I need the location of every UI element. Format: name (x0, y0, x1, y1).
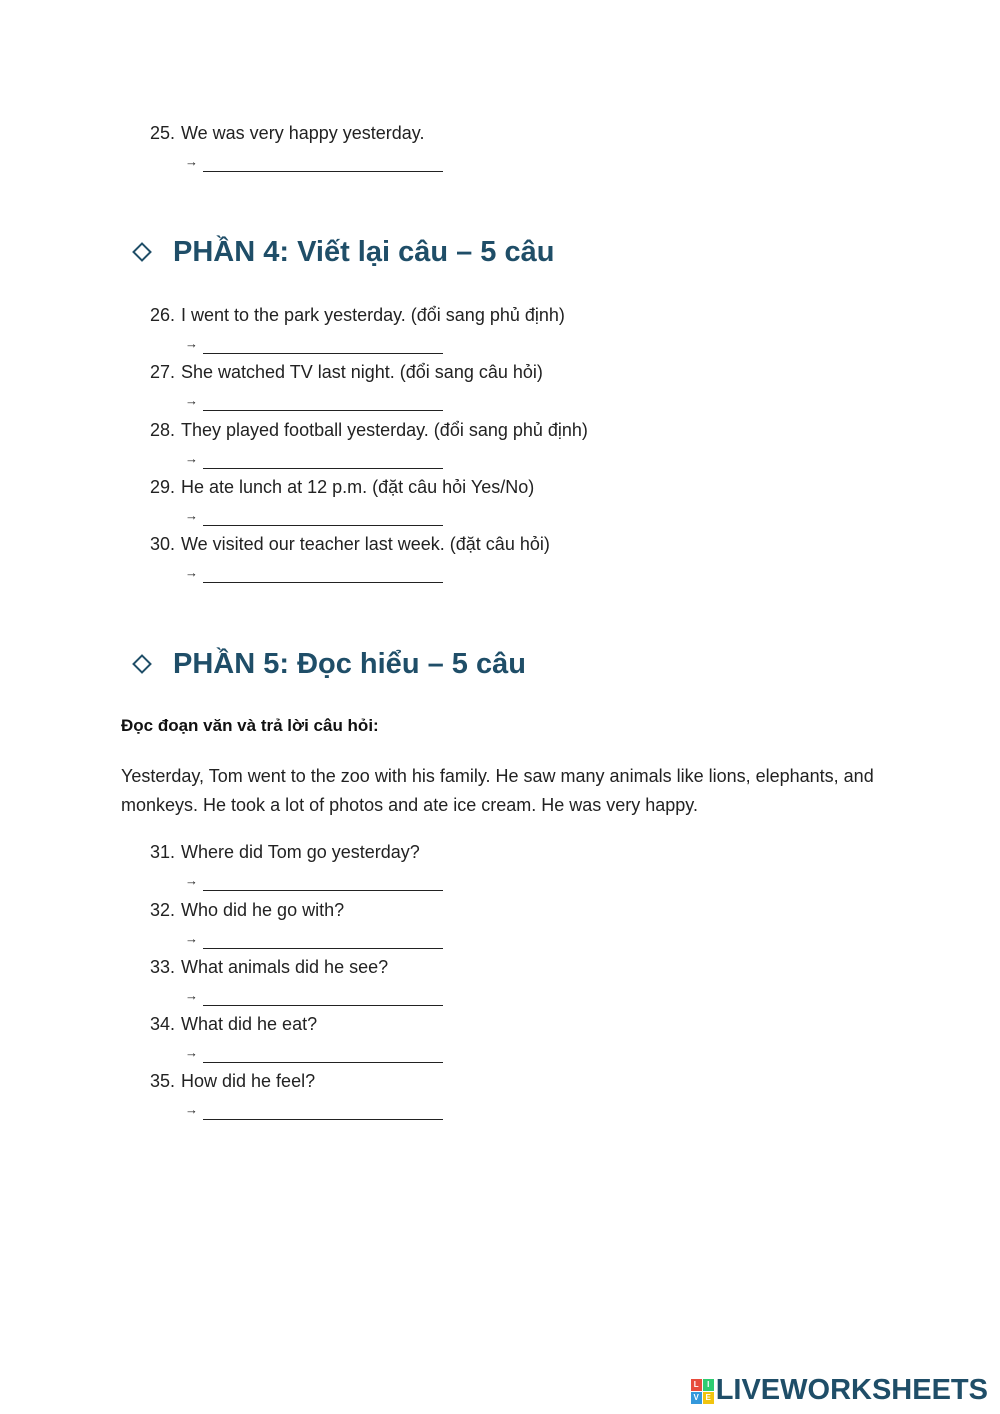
answer-underline (203, 353, 443, 354)
answer-input-29[interactable] (203, 506, 443, 525)
question-text: She watched TV last night. (đổi sang câu hỏi) (181, 362, 543, 382)
answer-underline (203, 171, 443, 172)
question-text: How did he feel? (181, 1071, 316, 1091)
question-35 (150, 1070, 315, 1092)
arrow-icon: → (185, 988, 198, 1003)
question-27 (150, 361, 543, 383)
logo-tile: E (703, 1392, 714, 1404)
answer-line-35 (185, 1100, 445, 1122)
question-25 (150, 122, 424, 144)
answer-input-33[interactable] (203, 986, 443, 1005)
arrow-icon: → (185, 565, 198, 580)
question-text: I went to the park yesterday. (đổi sang phủ định) (181, 305, 565, 325)
arrow-icon: → (185, 393, 198, 408)
question-30 (150, 533, 550, 555)
logo-tile: V (691, 1392, 702, 1404)
answer-input-32[interactable] (203, 929, 443, 948)
question-number: 34. (150, 1014, 176, 1034)
logo-tile: L (691, 1379, 702, 1391)
answer-underline (203, 525, 443, 526)
answer-input-34[interactable] (203, 1043, 443, 1062)
brand-name: LIVEWORKSHEETS (715, 1374, 988, 1406)
question-32 (150, 899, 344, 921)
answer-underline (203, 468, 443, 469)
question-number: 35. (150, 1071, 176, 1091)
answer-input-25[interactable] (203, 152, 443, 171)
question-number: 32. (150, 900, 176, 920)
arrow-icon: → (185, 873, 198, 888)
arrow-icon: → (185, 931, 198, 946)
answer-underline (203, 1119, 443, 1120)
section-title: PHẦN 4: Viết lại câu – 5 câu (173, 235, 555, 268)
answer-line-27 (185, 391, 445, 413)
reading-instruction: Đọc đoạn văn và trả lời câu hỏi: (121, 716, 379, 735)
question-34 (150, 1013, 317, 1035)
liveworksheets-brand (691, 1374, 988, 1407)
answer-input-26[interactable] (203, 334, 443, 353)
answer-line-33 (185, 986, 445, 1008)
answer-input-30[interactable] (203, 563, 443, 582)
section-5-heading (132, 644, 526, 684)
question-28 (150, 419, 588, 441)
section-4-heading (132, 232, 554, 272)
answer-underline (203, 948, 443, 949)
question-number: 31. (150, 842, 176, 862)
arrow-icon: → (185, 1045, 198, 1060)
answer-line-25 (185, 152, 445, 174)
question-31 (150, 841, 420, 863)
question-number: 33. (150, 957, 176, 977)
answer-input-31[interactable] (203, 871, 443, 890)
answer-line-28 (185, 449, 445, 471)
arrow-icon: → (185, 451, 198, 466)
arrow-icon: → (185, 508, 198, 523)
answer-line-29 (185, 506, 445, 528)
answer-line-32 (185, 929, 445, 951)
question-text: We visited our teacher last week. (đặt câu hỏi) (181, 534, 550, 554)
question-text: He ate lunch at 12 p.m. (đặt câu hỏi Yes/No) (181, 477, 535, 497)
question-number: 30. (150, 534, 176, 554)
logo-tile: I (703, 1379, 714, 1391)
question-text: What animals did he see? (181, 957, 389, 977)
answer-input-28[interactable] (203, 449, 443, 468)
question-text: What did he eat? (181, 1014, 318, 1034)
section-title: PHẦN 5: Đọc hiểu – 5 câu (173, 647, 526, 680)
question-29 (150, 476, 534, 498)
question-number: 25. (150, 123, 176, 143)
answer-underline (203, 410, 443, 411)
answer-underline (203, 1062, 443, 1063)
question-number: 26. (150, 305, 176, 325)
answer-line-30 (185, 563, 445, 585)
question-text: We was very happy yesterday. (181, 123, 425, 143)
answer-underline (203, 890, 443, 891)
answer-line-26 (185, 334, 445, 356)
reading-passage: Yesterday, Tom went to the zoo with his family. He saw many animals like lions, elephants, and monkeys. He took a lot of photos and ate ice cream. He was very happy. (121, 766, 874, 815)
answer-input-35[interactable] (203, 1100, 443, 1119)
question-text: Where did Tom go yesterday? (181, 842, 420, 862)
arrow-icon: → (185, 1102, 198, 1117)
question-text: Who did he go with? (181, 900, 345, 920)
question-number: 28. (150, 420, 176, 440)
answer-line-31 (185, 871, 445, 893)
answer-underline (203, 1005, 443, 1006)
question-26 (150, 304, 565, 326)
question-text: They played football yesterday. (đổi sang phủ định) (181, 420, 588, 440)
arrow-icon: → (185, 154, 198, 169)
answer-underline (203, 582, 443, 583)
answer-line-34 (185, 1043, 445, 1065)
question-number: 29. (150, 477, 176, 497)
question-33 (150, 956, 388, 978)
diamond-bullet-icon (132, 654, 152, 674)
diamond-bullet-icon (132, 242, 152, 262)
arrow-icon: → (185, 336, 198, 351)
liveworksheets-logo-icon (691, 1379, 713, 1403)
question-number: 27. (150, 362, 176, 382)
answer-input-27[interactable] (203, 391, 443, 410)
